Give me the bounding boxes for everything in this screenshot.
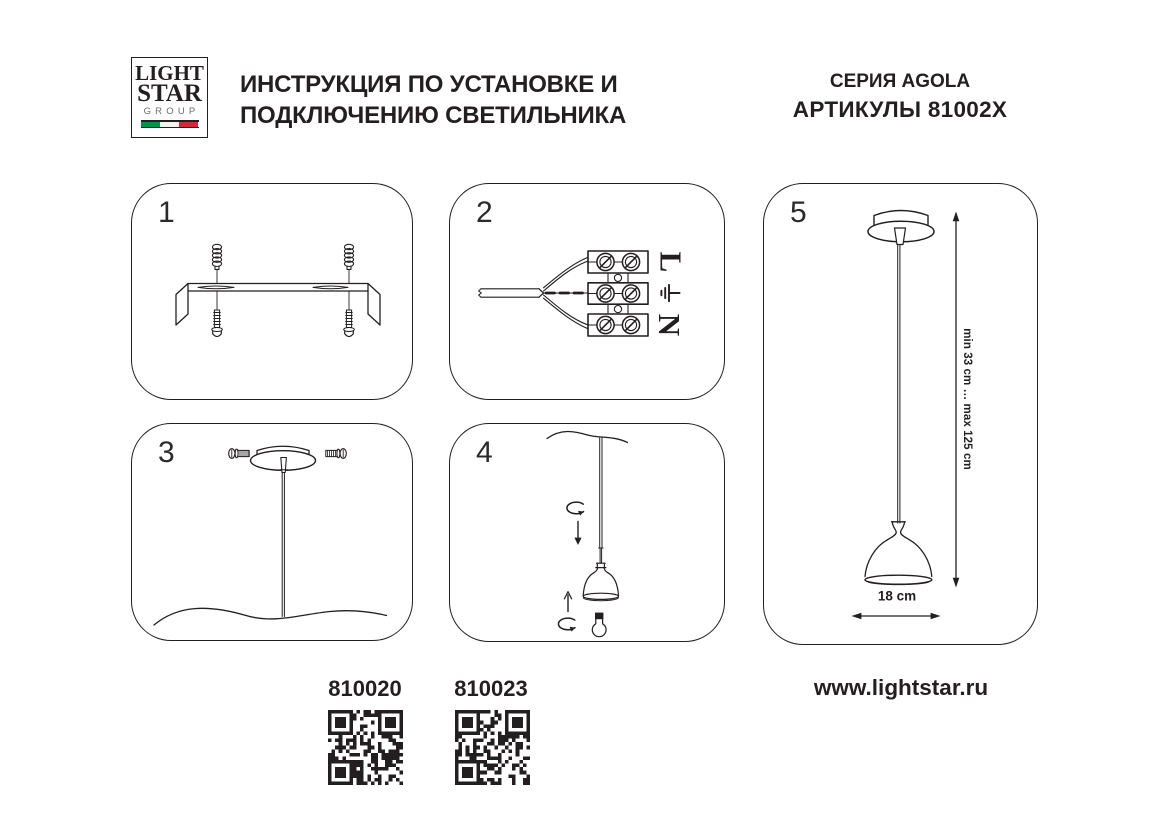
width-dimension-arrow bbox=[852, 613, 941, 620]
screw-icon bbox=[212, 310, 223, 337]
qr-code-icon bbox=[328, 710, 403, 785]
lightstar-logo bbox=[131, 57, 208, 138]
terminal-label-live: L bbox=[653, 251, 689, 273]
arrow-down-icon bbox=[574, 522, 581, 546]
step-number-3: 3 bbox=[158, 436, 175, 469]
product-code-810020: 810020 bbox=[328, 676, 402, 701]
ceiling-canopy-icon bbox=[251, 446, 316, 472]
wire-neutral-icon bbox=[544, 295, 589, 329]
rotate-arrow-icon bbox=[567, 502, 584, 515]
step-number-2: 2 bbox=[476, 196, 493, 229]
earth-ground-icon bbox=[661, 285, 679, 301]
panel-step-5 bbox=[763, 183, 1038, 645]
website-link: www.lightstar.ru bbox=[813, 675, 989, 700]
screw-icon bbox=[344, 310, 355, 337]
logo-text-star: STAR bbox=[137, 80, 202, 107]
italian-flag-stripe bbox=[141, 120, 199, 128]
title-line-2: ПОДКЛЮЧЕНИЮ СВЕТИЛЬНИКА bbox=[240, 102, 627, 129]
qr-code-icon bbox=[455, 710, 530, 785]
step-number-4: 4 bbox=[476, 436, 493, 469]
mains-cable-icon bbox=[479, 289, 544, 297]
panel-step-4 bbox=[449, 423, 725, 642]
suspension-rod-icon bbox=[282, 473, 284, 617]
height-range-label: min 33 cm … max 125 cm bbox=[961, 328, 973, 470]
suspension-rod-icon bbox=[898, 245, 900, 524]
logo-text-light: LIGHT bbox=[135, 61, 204, 85]
pendant-dimensions-drawing bbox=[764, 184, 1039, 646]
page-title bbox=[240, 69, 626, 131]
wire-live-icon bbox=[544, 257, 589, 291]
panel-step-3 bbox=[131, 423, 413, 641]
wall-plug-icon bbox=[344, 244, 353, 269]
suspension-rod-icon bbox=[599, 438, 604, 563]
flag-white-segment bbox=[160, 122, 179, 127]
side-screw-icon bbox=[326, 449, 347, 459]
canopy-mounting-drawing bbox=[132, 424, 414, 642]
ceiling-line bbox=[154, 608, 387, 625]
ceiling-line bbox=[547, 431, 628, 442]
lamp-shade-icon bbox=[865, 522, 932, 585]
panel-step-1 bbox=[131, 183, 413, 400]
flag-red-segment bbox=[179, 122, 198, 127]
terminal-label-neutral: N bbox=[652, 313, 687, 337]
step-number-5: 5 bbox=[790, 196, 807, 229]
title-line-1: ИНСТРУКЦИЯ ПО УСТАНОВКЕ И bbox=[240, 71, 618, 98]
ceiling-canopy-icon bbox=[868, 211, 934, 245]
light-bulb-icon bbox=[592, 613, 606, 637]
logo-text-group: GROUP bbox=[143, 106, 200, 117]
product-code-810023: 810023 bbox=[454, 676, 528, 701]
wall-plug-icon bbox=[212, 244, 221, 269]
articles-number: АРТИКУЛЫ 81002X bbox=[792, 97, 1008, 122]
diameter-label: 18 cm bbox=[877, 588, 917, 604]
panel-step-2 bbox=[449, 183, 725, 400]
lamp-shade-icon bbox=[583, 563, 618, 601]
arrow-up-icon bbox=[564, 592, 571, 612]
alignment-guide-lines bbox=[217, 270, 349, 309]
mounting-bracket-drawing bbox=[132, 184, 414, 401]
flag-green-segment bbox=[141, 122, 160, 127]
wiring-diagram-drawing bbox=[450, 184, 726, 401]
shade-assembly-drawing bbox=[450, 424, 726, 643]
step-number-1: 1 bbox=[158, 196, 175, 229]
series-name: СЕРИЯ AGOLA bbox=[829, 71, 971, 92]
side-screw-icon bbox=[229, 449, 249, 459]
height-dimension-arrow bbox=[953, 212, 960, 588]
rotate-arrow-icon bbox=[558, 618, 575, 631]
terminal-screws-icon bbox=[588, 253, 640, 333]
